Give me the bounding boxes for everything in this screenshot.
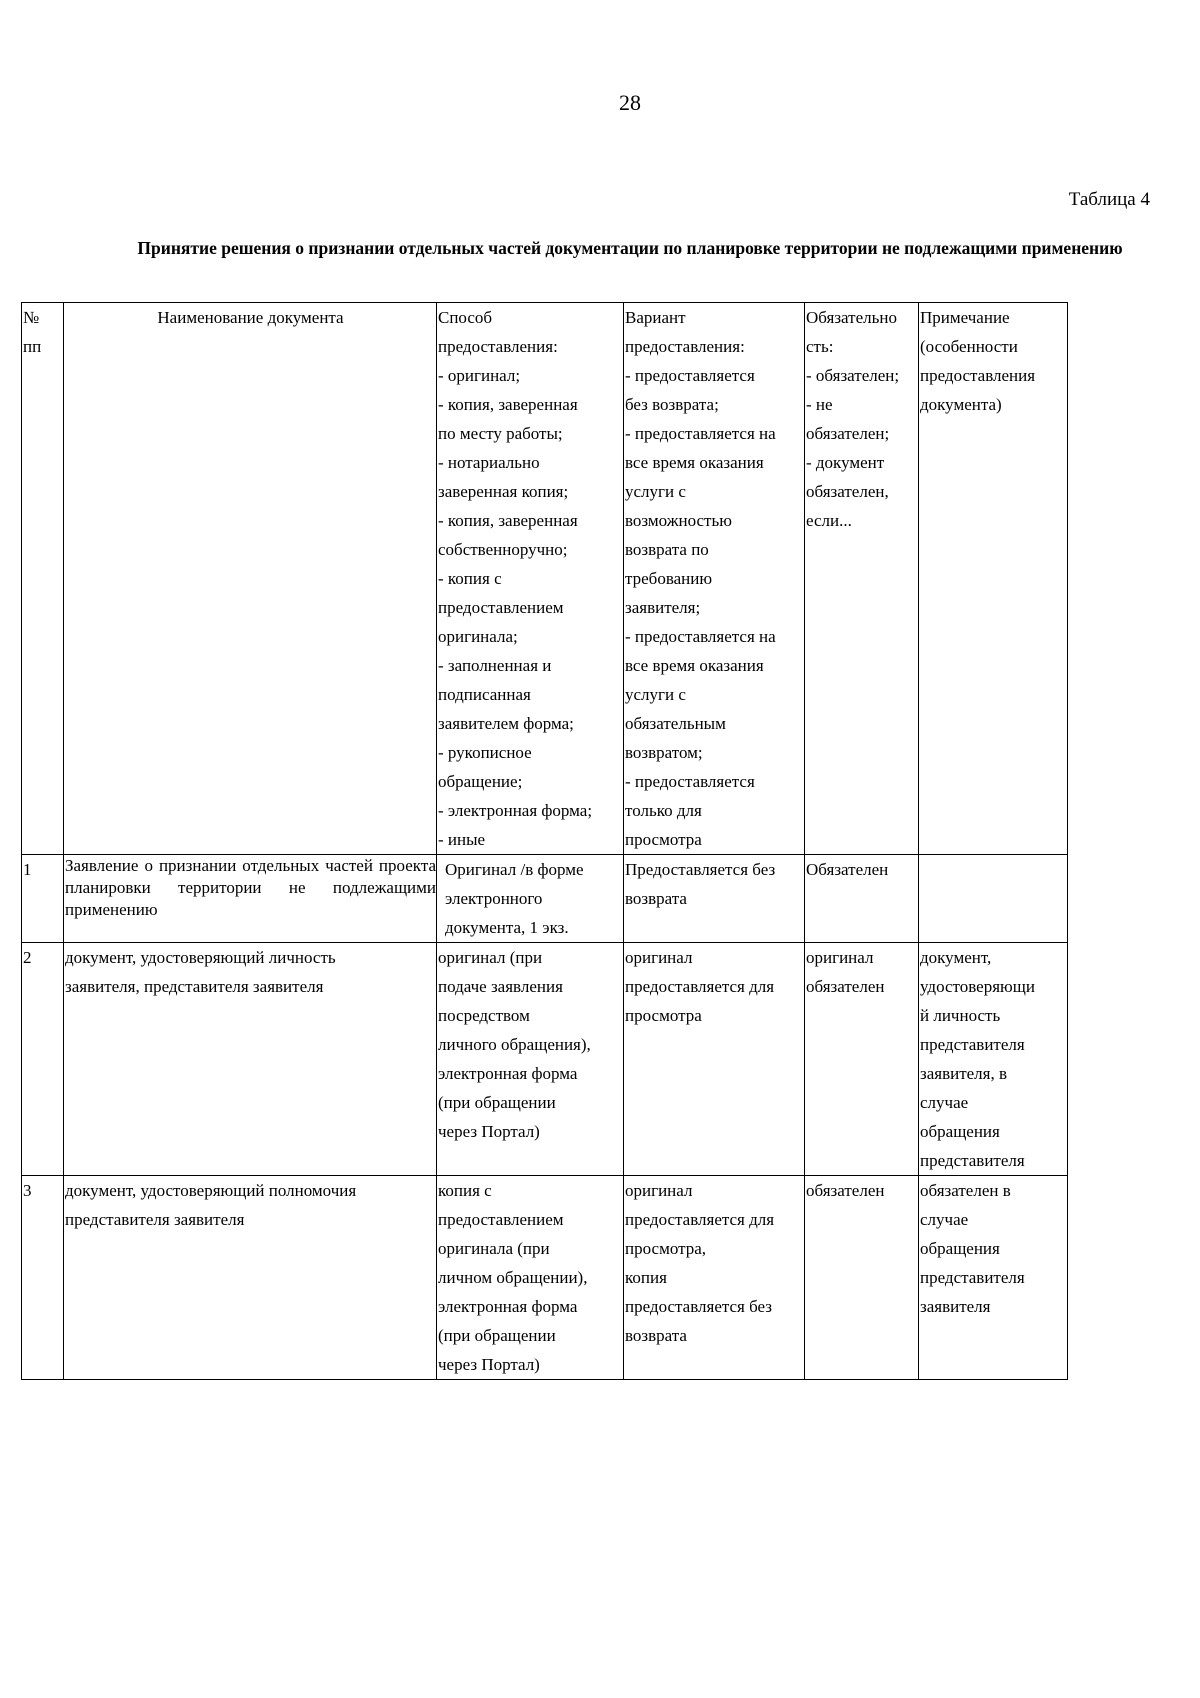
note-cell: документ, удостоверяющи й личность представителя заявителя, в случае обращения представителя — [919, 943, 1068, 1176]
obligation-cell: Обязателен — [805, 855, 919, 943]
obligation-cell: обязателен — [805, 1176, 919, 1380]
page-number: 28 — [619, 90, 641, 115]
row-number-cell: 2 — [22, 943, 64, 1176]
header-cell-provision-variant: Вариант предоставления: - предоставляется без возврата; - предоставляется на все время оказания услуги с возможностью возврата по требованию заявителя; - предоставляется на все время оказания услуги с обязательным возвратом; - предоставляется только для просмотра — [624, 303, 805, 855]
obligation-cell: оригинал обязателен — [805, 943, 919, 1176]
document-name-cell: Заявление о признании отдельных частей проекта планировки территории не подлежащими применению — [64, 855, 437, 943]
row-number-cell: 3 — [22, 1176, 64, 1380]
header-cell-document-name: Наименование документа — [64, 303, 437, 855]
provision-variant-cell: Предоставляется без возврата — [624, 855, 805, 943]
header-cell-number: № пп — [22, 303, 64, 855]
provision-method-cell: Оригинал /в форме электронного документа, 1 экз. — [437, 855, 624, 943]
row-number-cell: 1 — [22, 855, 64, 943]
table-label: Таблица 4 — [1068, 189, 1150, 210]
table-row — [22, 943, 1068, 1176]
document-title: Принятие решения о признании отдельных частей документации по планировке территории не подлежащими применению — [137, 238, 1123, 258]
provision-variant-cell: оригинал предоставляется для просмотра, копия предоставляется без возврата — [624, 1176, 805, 1380]
documents-table — [21, 302, 1068, 1380]
document-name-cell: документ, удостоверяющий личность заявителя, представителя заявителя — [64, 943, 437, 1176]
header-cell-note: Примечание (особенности предоставления документа) — [919, 303, 1068, 855]
provision-variant-cell: оригинал предоставляется для просмотра — [624, 943, 805, 1176]
document-name-cell: документ, удостоверяющий полномочия представителя заявителя — [64, 1176, 437, 1380]
provision-method-cell: оригинал (при подаче заявления посредством личного обращения), электронная форма (при обращении через Портал) — [437, 943, 624, 1176]
table-header-row — [22, 303, 1068, 855]
note-cell — [919, 855, 1068, 943]
header-cell-obligation: Обязательно сть: - обязателен; - не обязателен; - документ обязателен, если... — [805, 303, 919, 855]
provision-method-cell: копия с предоставлением оригинала (при личном обращении), электронная форма (при обращении через Портал) — [437, 1176, 624, 1380]
note-cell: обязателен в случае обращения представителя заявителя — [919, 1176, 1068, 1380]
table-row — [22, 1176, 1068, 1380]
header-cell-provision-method: Способ предоставления: - оригинал; - копия, заверенная по месту работы; - нотариально заверенная копия; - копия, заверенная собственноручно; - копия с предоставлением оригинала; - заполненная и подписанная заявителем форма; - рукописное обращение; - электронная форма; - иные — [437, 303, 624, 855]
table-row — [22, 855, 1068, 943]
